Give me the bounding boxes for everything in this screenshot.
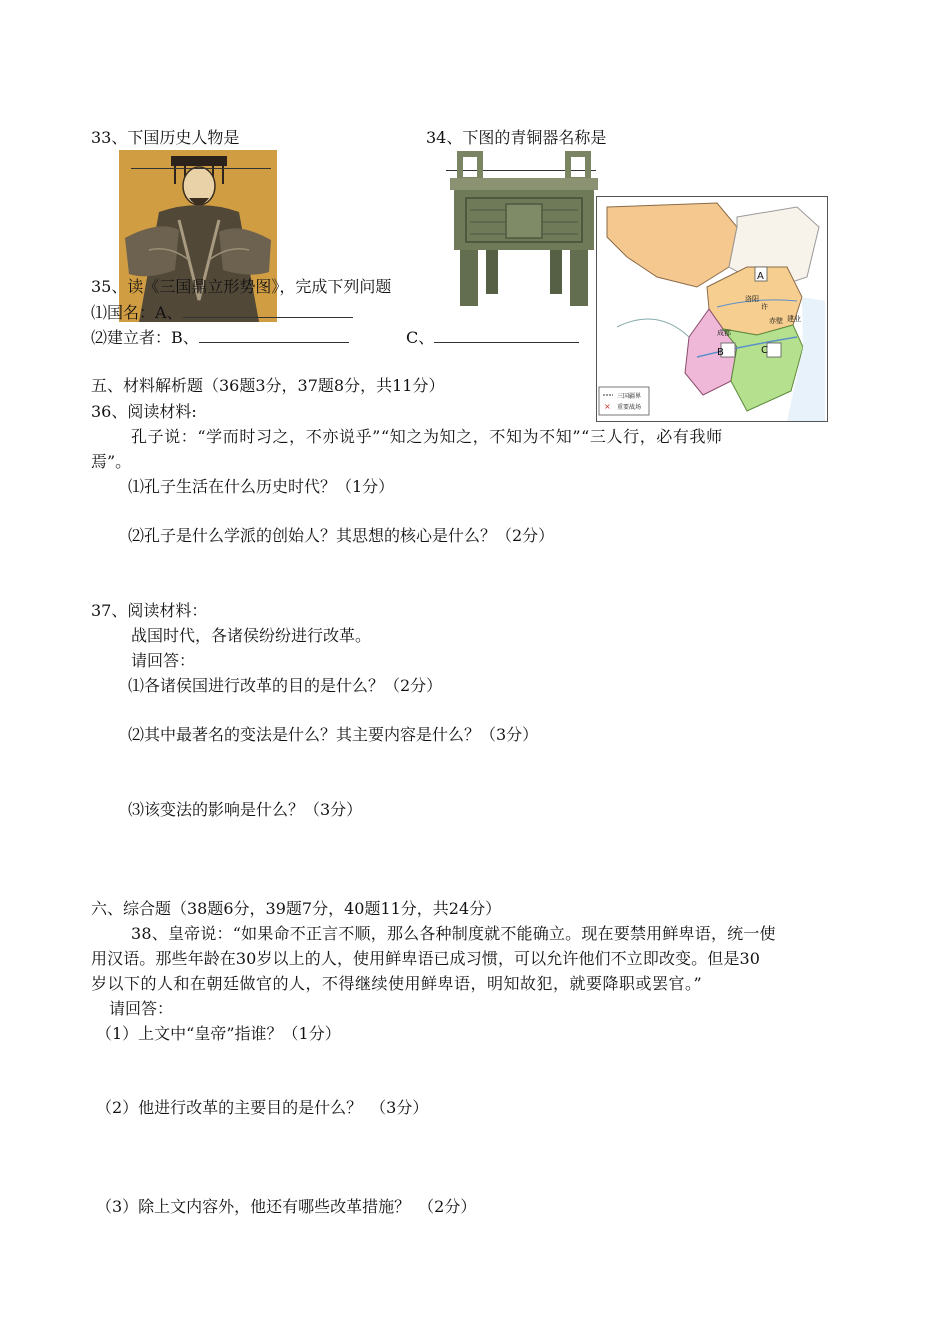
q37-sub2: ⑵其中最著名的变法是什么？其主要内容是什么？（3分）	[128, 725, 539, 744]
q35-line2-label-c: C、	[406, 328, 435, 347]
q36-quote-line2: 焉”。	[91, 452, 132, 471]
q35-line2-c	[406, 328, 579, 348]
bronze-ding-illustration	[446, 150, 602, 310]
q38-ask: 请回答：	[109, 999, 174, 1018]
q37-sub1: ⑴各诸侯国进行改革的目的是什么？（2分）	[128, 676, 443, 695]
q36-quote-line1: 孔子说：“学而时习之，不亦说乎”“知之为知之，不知为不知”“三人行，必有我师	[131, 427, 723, 446]
svg-text:×: ×	[604, 402, 611, 411]
map-label-c: C	[761, 345, 768, 356]
q38-sub1: （1）上文中“皇帝”指谁？（1分）	[96, 1024, 341, 1043]
map-legend-battle: 重要战场	[617, 404, 642, 411]
map-label-b: B	[717, 347, 724, 358]
q36-sub1: ⑴孔子生活在什么历史时代？（1分）	[128, 477, 395, 496]
map-city-xu: 许	[761, 303, 768, 311]
q37-sub3: ⑶该变法的影响是什么？（3分）	[128, 800, 363, 819]
map-city-jianye: 建业	[787, 315, 801, 323]
q35-line1	[91, 303, 353, 323]
q38-line2: 用汉语。那些年龄在30岁以上的人，使用鲜卑语已成习惯，可以允许他们不立即改变。但是30	[91, 949, 761, 968]
map-label-a: A	[757, 271, 764, 282]
map-city-luoyang: 洛阳	[745, 295, 759, 303]
map-legend-border: 三国疆界	[617, 393, 642, 400]
q33-answer-line[interactable]	[131, 168, 271, 169]
q35-line2	[91, 328, 349, 348]
q33-text: 33、下国历史人物是	[91, 128, 240, 147]
q36-head: 36、阅读材料:	[91, 402, 197, 421]
q37-material: 战国时代，各诸侯纷纷进行改革。	[131, 626, 372, 645]
three-kingdoms-map	[596, 196, 828, 422]
q38-line3: 岁以下的人和在朝廷做官的人，不得继续使用鲜卑语，明知故犯，就要降职或罢官。”	[91, 974, 703, 993]
q35-answer-a[interactable]	[183, 303, 353, 318]
map-city-chibi: 赤壁	[769, 317, 783, 325]
q35-answer-c[interactable]	[434, 328, 579, 343]
q35-answer-b[interactable]	[199, 328, 349, 343]
q38-sub3: （3）除上文内容外，他还有哪些改革措施？ （2分）	[96, 1197, 477, 1216]
q35-line2-label-b: ⑵建立者：B、	[91, 328, 199, 347]
q37-ask: 请回答：	[131, 651, 196, 670]
map-city-chengdu: 成都	[717, 329, 731, 337]
q38-sub2: （2）他进行改革的主要目的是什么？ （3分）	[96, 1098, 429, 1117]
q34-text: 34、下图的青铜器名称是	[426, 128, 607, 147]
bronze-ding-image	[446, 150, 602, 310]
q38-line1: 38、皇帝说：“如果命不正言不顺，那么各种制度就不能确立。现在要禁用鲜卑语，统一使	[131, 924, 776, 943]
q37-head: 37、阅读材料：	[91, 601, 208, 620]
q35-line1-label: ⑴国名：A、	[91, 303, 183, 322]
section6-title: 六、综合题（38题6分，39题7分，40题11分，共24分）	[91, 899, 502, 918]
q36-sub2: ⑵孔子是什么学派的创始人？其思想的核心是什么？（2分）	[128, 526, 555, 545]
q35-text: 35、读《三国鼎立形势图》，完成下列问题	[91, 277, 392, 296]
three-kingdoms-map-illustration	[597, 197, 827, 421]
section5-title: 五、材料解析题（36题3分，37题8分，共11分）	[91, 376, 445, 395]
